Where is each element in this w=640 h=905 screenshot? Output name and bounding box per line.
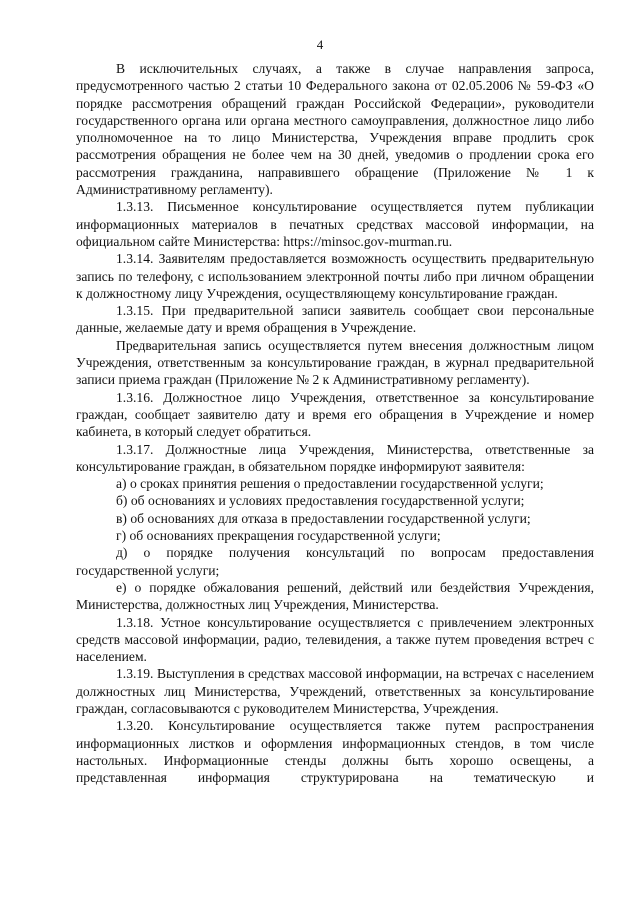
paragraph-1-3-17: 1.3.17. Должностные лица Учреждения, Министерства, ответственные за консультирование граждан, в обязательном порядке информируют заявителя:	[76, 441, 594, 474]
list-item-a: а) о сроках принятия решения о предоставлении государственной услуги;	[116, 476, 544, 492]
paragraph-1-3-14: 1.3.14. Заявителям предоставляется возможность осуществить предварительную запись по телефону, с использованием электронной почты либо при личном обращении к должностному лицу Учреждения, осуществляющему консультирование граждан.	[76, 251, 594, 301]
paragraph-1-3-18: 1.3.18. Устное консультирование осуществляется с привлечением электронных средств массовой информации, радио, телевидения, а также путем проведения встреч с населением.	[76, 614, 594, 665]
paragraph-1-3-15: 1.3.15. При предварительной записи заявитель сообщает свои персональные данные, желаемые дату и время обращения в Учреждение.	[76, 303, 594, 336]
paragraph-extension-of-term: В исключительных случаях, а также в случае направления запроса, предусмотренного частью 2 статьи 10 Федерального закона от 02.05.2006 № 59-ФЗ «О порядке рассмотрения обращений граждан Российской Федерации», руководители государственного органа или органа местного самоуправления, должностное лицо либо уполномоченное на то лицо Министерства, Учреждения вправе продлить срок рассмотрения обращения не более чем на 30 дней, уведомив о продлении срока его рассмотрения гражданина, направившего обращение (Приложение № 1 к Административному регламенту).	[76, 61, 594, 198]
paragraph-1-3-13: 1.3.13. Письменное консультирование осуществляется путем публикации информационных материалов в печатных средствах массовой информации, на официальном сайте Министерства: https://minsoc.gov-murman.ru.	[76, 199, 594, 249]
paragraph-1-3-20: 1.3.20. Консультирование осуществляется также путем распространения информационных листков и оформления информационных стендов, в том числе настольных. Информационные стенды должны быть хорошо освещены, а представленная информация структурирована на тематическую и	[76, 718, 594, 786]
list-item-e: е) о порядке обжалования решений, действий или бездействия Учреждения, Министерства, должностных лиц Учреждения, Министерства.	[76, 579, 594, 613]
page-number: 4	[316, 37, 324, 52]
list-item-g: г) об основаниях прекращения государственной услуги;	[116, 528, 441, 544]
paragraph-1-3-16: 1.3.16. Должностное лицо Учреждения, ответственное за консультирование граждан, сообщает заявителю дату и время его обращения в Учреждение и номер кабинета, в который следует обратиться.	[76, 389, 594, 440]
paragraph-1-3-19: 1.3.19. Выступления в средствах массовой информации, на встречах с населением должностных лиц Министерства, Учреждений, ответственных за консультирование граждан, согласовываются с руководителем Министерства, Учреждения.	[76, 666, 594, 716]
paragraph-preliminary-record: Предварительная запись осуществляется путем внесения должностным лицом Учреждения, ответственным за консультирование граждан, в журнал предварительной записи приема граждан (Приложение № 2 к Административному регламенту).	[76, 337, 594, 388]
list-item-b: б) об основаниях и условиях предоставления государственной услуги;	[116, 493, 525, 509]
document-body	[76, 60, 594, 786]
list-item-v: в) об основаниях для отказа в предоставлении государственной услуги;	[116, 510, 531, 526]
list-item-d: д) о порядке получения консультаций по вопросам предоставления государственной услуги;	[76, 545, 594, 578]
